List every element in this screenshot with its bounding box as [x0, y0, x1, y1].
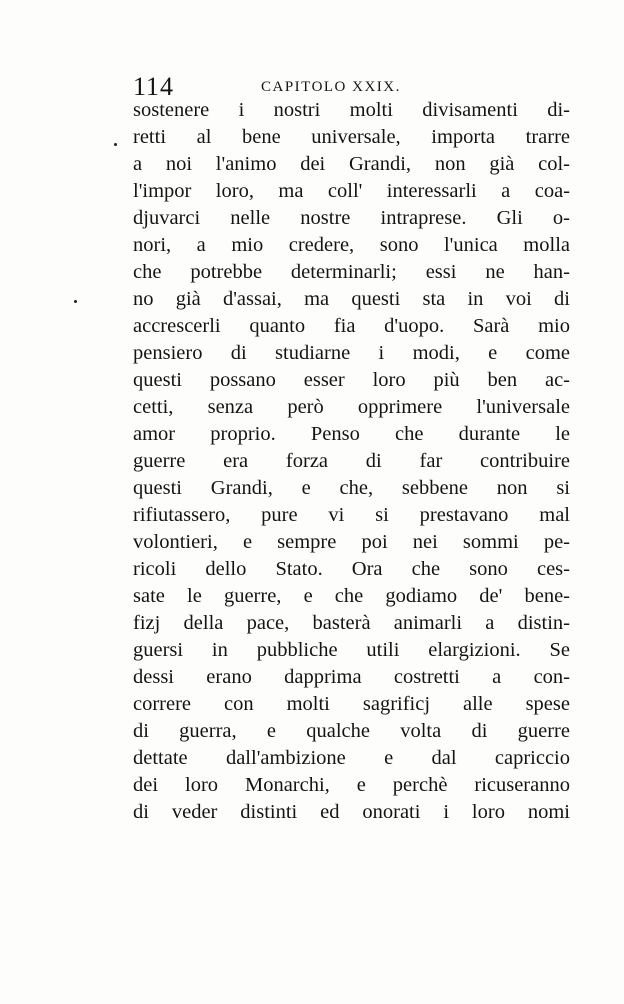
text-line: dessi erano dapprima costretti a con- [133, 666, 570, 688]
text-line: retti al bene universale, importa trarre [133, 126, 570, 148]
ink-speck [74, 300, 77, 303]
text-line: amor proprio. Penso che durante le [133, 423, 570, 445]
text-line: di guerra, e qualche volta di guerre [133, 720, 570, 742]
body-text [133, 97, 570, 826]
running-head: CAPITOLO XXIX. [261, 79, 401, 95]
text-line: sate le guerre, e che godiamo de' bene- [133, 585, 570, 607]
page-number: 114 [133, 72, 175, 101]
text-line: fizj della pace, basterà animarli a distin- [133, 612, 570, 634]
text-line: nori, a mio credere, sono l'unica molla [133, 234, 570, 256]
text-line: rifiutassero, pure vi si prestavano mal [133, 504, 570, 526]
text-line: accrescerli quanto fia d'uopo. Sarà mio [133, 315, 570, 337]
text-line: sostenere i nostri molti divisamenti di- [133, 99, 570, 121]
text-line: ricoli dello Stato. Ora che sono ces- [133, 558, 570, 580]
text-line: che potrebbe determinarli; essi ne han- [133, 261, 570, 283]
text-line: no già d'assai, ma questi sta in voi di [133, 288, 570, 310]
text-line: volontieri, e sempre poi nei sommi pe- [133, 531, 570, 553]
text-line: a noi l'animo dei Grandi, non già col- [133, 153, 570, 175]
text-line: di veder distinti ed onorati i loro nomi [133, 801, 570, 823]
text-line: pensiero di studiarne i modi, e come [133, 342, 570, 364]
text-line: correre con molti sagrificj alle spese [133, 693, 570, 715]
ink-speck [114, 143, 117, 146]
text-line: l'impor loro, ma coll' interessarli a coa- [133, 180, 570, 202]
text-line: guersi in pubbliche utili elargizioni. Se [133, 639, 570, 661]
text-line: questi Grandi, e che, sebbene non si [133, 477, 570, 499]
text-line: dei loro Monarchi, e perchè ricuseranno [133, 774, 570, 796]
text-line: djuvarci nelle nostre intraprese. Gli o- [133, 207, 570, 229]
text-line: cetti, senza però opprimere l'universale [133, 396, 570, 418]
text-line: dettate dall'ambizione e dal capriccio [133, 747, 570, 769]
text-line: guerre era forza di far contribuire [133, 450, 570, 472]
text-line: questi possano esser loro più ben ac- [133, 369, 570, 391]
